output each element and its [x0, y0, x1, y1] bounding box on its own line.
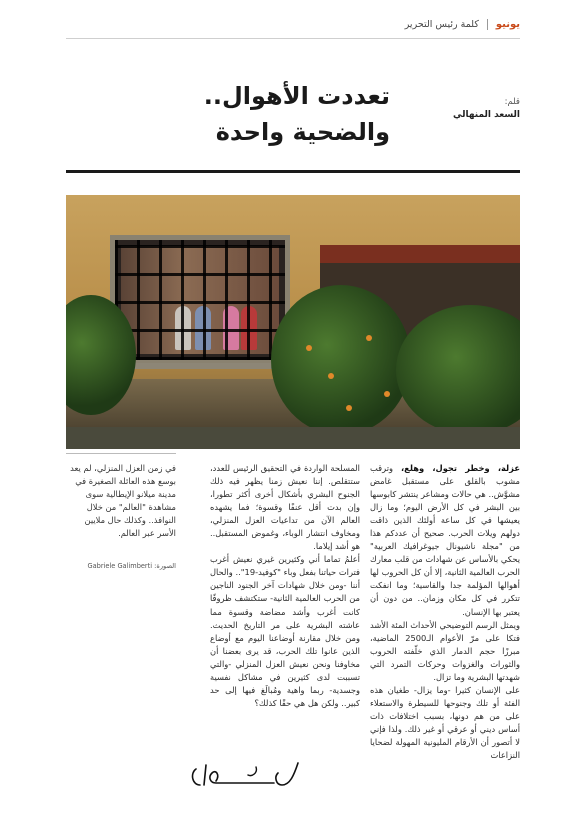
photo-roof — [320, 245, 520, 263]
byline — [410, 96, 520, 122]
body-paragraph: المسلحة الواردة في التحقيق الرئيس للعدد، ستتقلص. إننا نعيش زمنا يظهر فيه ذلك الجنوح البشري بأشكال أخرى أكثر تطورا، وإن بدت أقل عنفًا وقسوة؛ فما يشهده العالم الآن من تداعيات العزل المنزلي، ومخاوف انتشار الوباء، وغموض المستقبل.. هو أشد إيلاما. — [210, 463, 360, 552]
page-header — [66, 14, 520, 34]
orange-fruit — [346, 405, 352, 411]
body-paragraph: ويمثل الرسم التوضيحي الأحداث المئة الأشد فتكا على مرّ الأعوام الـ2500 الماضية، مبرزًا حجم الدمار الذي خلّفته الحروب والثورات والغزوات وحركات التمرد التي شهدتها البشرية وما تزال. — [370, 619, 520, 682]
window-bars — [115, 240, 285, 360]
orange-fruit — [384, 391, 390, 397]
orange-fruit — [306, 345, 312, 351]
body-paragraph — [370, 462, 520, 619]
body-column-middle — [210, 462, 360, 710]
orange-tree — [271, 285, 411, 435]
article-photo — [66, 195, 520, 449]
credit-name: Gabriele Galimberti — [87, 562, 153, 570]
issue-month: يونيو — [495, 18, 520, 30]
author-signature — [186, 755, 306, 793]
credit-label: الصورة: — [154, 562, 176, 570]
header-divider — [66, 38, 520, 39]
barred-window — [110, 235, 290, 365]
photo-floor — [66, 427, 520, 449]
byline-label: قلم: — [504, 97, 520, 107]
author-name: السعد المنهالي — [452, 110, 520, 120]
body-paragraph: على الإنسان كثيرا -وما يزال- طغيان هذه الفئة أو تلك وجنوحها للسيطرة والاستعلاء على من هم دونها، بسبب اختلافات ذات أساس ديني أو عرقي أو غير ذلك. ولذا فإني لا أتصور أن الأرقام المليونية المهولة لضحايا النزاعات — [370, 684, 520, 761]
photo-credit — [66, 562, 176, 570]
title-line-1: تعددت الأهوال.. — [203, 82, 390, 110]
article-title — [130, 78, 390, 150]
title-divider — [66, 170, 520, 173]
title-line-2: والضحية واحدة — [215, 118, 390, 146]
lead-phrase: عزلة، وخطر تجول، وهلع، — [401, 463, 520, 473]
body-paragraph: أعلمُ تماما أني وكثيرين غيري نعيش أغرب فترات حياتنا بفعل وباء "كوفيد-19".. والحال أننا -ومن خلال شهادات آخر الجنود الناجين من الحرب العالمية الثانية- ستكتشف ظروفًا كانت أغرب وأشد مضاضة وقسوة مما عاشته البشرية على مر التاريخ الحديث. ومن خلال مقارنة أوضاعنا اليوم مع أوضاع الذين عانوا تلك الحرب، قد يرى بعضنا أن مخاوفنا ونحن نعيش العزل المنزلي -والتي تسببت لدى كثيرين في مشاكل نفسية وجسدية- ربما واهية ومُبالَغ فيها إلى حد كبير.. ولكن هل هي حقًا كذلك؟ — [210, 554, 360, 708]
orange-fruit — [328, 373, 334, 379]
header-separator — [487, 19, 488, 30]
photo-caption: في زمن العزل المنزلي، لم يعد بوسع هذه العائلة الصغيرة في مدينة ميلانو الإيطالية سوى مشاهدة "العالم" من خلال النوافذ.. وكذلك حال ملايين الأسر عبر العالم. — [70, 463, 176, 538]
paragraph-text: وترقب مشوب بالقلق على مستقبل غامض مشوَّش.. هي حالات ومشاعر ينتشر كابوسها بين البشر في كل الأرض اليوم؛ وما زال يعيشها في كل ساعة أولئك الذين ذاقت دولهم ويلات الحرب. صحيح أن عددكم هذا من "مجلة ناشيونال جيوغرافيك العربية" يحكي بالأساس عن شهادات من قلب معارك الحرب العالمية الثانية، إلا أن كل الحروب لها أهوالها المؤلمة جدا والقاسية؛ وما انفكت تتكرر في كل مكان وزمان.. من دون أن يعتبر بها الإنسان. — [370, 463, 520, 617]
orange-fruit — [366, 335, 372, 341]
section-name: كلمة رئيس التحرير — [404, 18, 479, 30]
caption-divider — [66, 453, 176, 454]
body-column-right — [370, 462, 520, 762]
